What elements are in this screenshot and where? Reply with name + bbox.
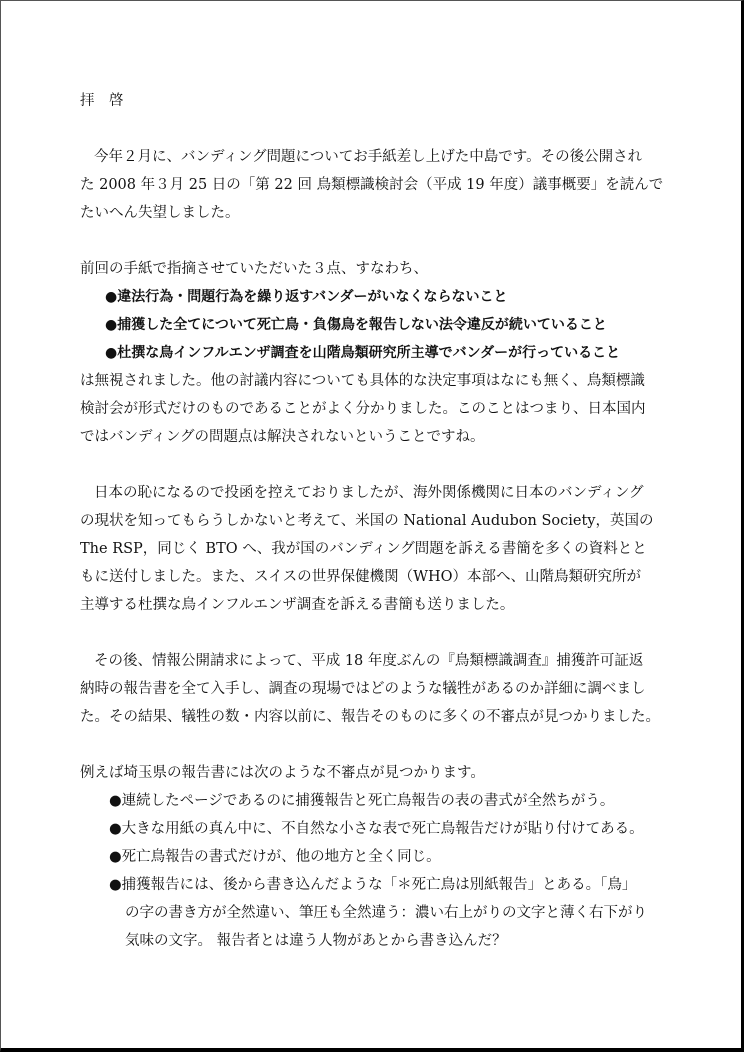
bold-point-item: ●杜撰な鳥インフルエンザ調査を山階鳥類研究所主導でバンダーが行っていること	[105, 345, 621, 361]
bullet-point-item: ●死亡鳥報告の書式だけが、他の地方と全く同じ。	[109, 849, 441, 865]
bullet-point-item: ●大きな用紙の真ん中に、不自然な小さな表で死亡鳥報告だけが貼り付けてある。	[109, 821, 644, 837]
paragraph-intro: 前回の手紙で指摘させていただいた３点、すなわち、	[80, 261, 428, 277]
paragraph-line: 検討会が形式だけのものであることがよく分かりました。このことはつまり、日本国内	[80, 401, 646, 417]
paragraph-2	[80, 255, 670, 451]
paragraph-line: は無視されました。他の討議内容についても具体的な決定事項はなにも無く、鳥類標識	[80, 373, 645, 389]
paragraph-line: た 2008 年３月 25 日の「第 22 回 鳥類標識検討会（平成 19 年度）議事概要」を読んで	[80, 177, 664, 193]
paragraph-line: 主導する杜撰な鳥インフルエンザ調査を訴える書簡も送りました。	[80, 597, 515, 613]
paragraph-line: た。その結果、犠牲の数・内容以前に、報告そのものに多くの不審点が見つかりました。	[80, 709, 660, 725]
paragraph-3	[80, 479, 670, 619]
paragraph-5	[80, 759, 670, 955]
paragraph-line: たいへん失望しました。	[80, 205, 240, 221]
paragraph-1	[80, 143, 670, 227]
bullet-point-item: ●捕獲報告には、後から書き込んだような「＊死亡鳥は別紙報告」とある。「鳥」	[109, 877, 637, 893]
letter-body	[80, 87, 670, 955]
paragraph-line: もに送付しました。また、スイスの世界保健機関（WHO）本部へ、山階鳥類研究所が	[80, 569, 641, 585]
paragraph-line: の現状を知ってもらうしかないと考えて、米国の National Audubon Society，英国の	[80, 513, 654, 529]
bullet-point-item: ●連続したページであるのに捕獲報告と死亡鳥報告の表の書式が全然ちがう。	[109, 793, 615, 809]
bullet-continuation: の字の書き方が全然違い、筆圧も全然違う：濃い右上がりの文字と薄く右下がり	[125, 905, 647, 921]
paragraph-line: その後、情報公開請求によって、平成 18 年度ぶんの『鳥類標識調査』捕獲許可証返	[94, 653, 644, 669]
paragraph-line: 今年２月に、バンディング問題についてお手紙差し上げた中島です。その後公開され	[94, 149, 643, 165]
greeting: 拝 啓	[80, 93, 124, 109]
paragraph-4	[80, 647, 670, 731]
paragraph-line: 納時の報告書を全て入手し、調査の現場ではどのような犠牲があるのか詳細に調べまし	[80, 681, 646, 697]
bold-point-item: ●違法行為・問題行為を繰り返すバンダーがいなくならないこと	[105, 289, 508, 305]
bullet-continuation: 気味の文字。 報告者とは違う人物があとから書き込んだ？	[125, 933, 507, 949]
paragraph-line: 日本の恥になるので投函を控えておりましたが、海外関係機関に日本のバンディング	[94, 485, 644, 501]
paragraph-line: The RSP，同じく BTO へ、我が国のバンディング問題を訴える書簡を多くの資料とと	[80, 541, 647, 557]
bold-point-item: ●捕獲した全てについて死亡鳥・負傷鳥を報告しない法令違反が続いていること	[105, 317, 607, 333]
paragraph-line: ではバンディングの問題点は解決されないということですね。	[80, 429, 485, 445]
paragraph-intro: 例えば埼玉県の報告書には次のような不審点が見つかります。	[80, 765, 485, 781]
